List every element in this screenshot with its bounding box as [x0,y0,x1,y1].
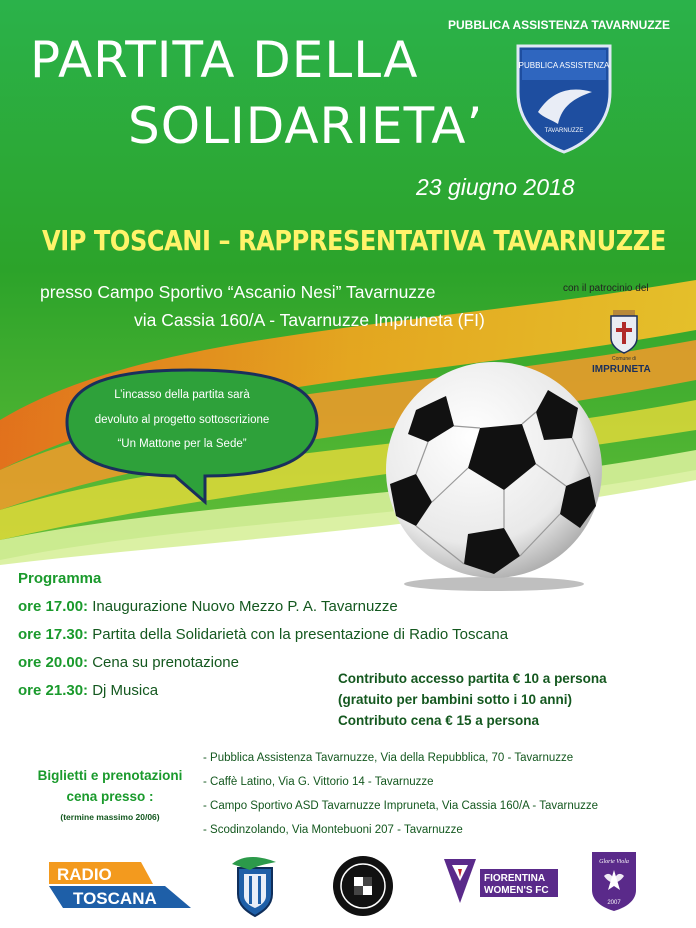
radio-logo-bottom: TOSCANA [73,889,157,908]
bubble-line-1: L’incasso della partita sarà [114,389,250,401]
radio-logo-top: RADIO [57,865,112,884]
program-time: ore 17.30: [18,626,89,643]
contribution-children-note: (gratuito per bambini sotto i 10 anni) [338,692,573,707]
program-time: ore 17.00: [18,598,89,615]
program-text: Partita della Solidarietà con la presentazione di Radio Toscana [92,626,509,643]
matchup-title: VIP TOSCANI – RAPPRESENTATIVA TAVARNUZZE [42,224,666,257]
shield-logo-top-text: PUBBLICA ASSISTENZA [518,61,610,70]
radio-toscana-logo [45,860,195,910]
program-item [18,654,239,671]
fiorentina-logo-top: FIORENTINA [484,873,546,884]
association-shield-logo [512,40,616,156]
location-line-1: presso Campo Sportivo “Ascanio Nesi” Tavarnuzze [40,282,436,302]
program-title: Programma [18,570,102,587]
soccer-ball-image [376,356,612,592]
event-date: 23 giugno 2018 [416,174,575,200]
program-item [18,626,508,643]
program-text: Cena su prenotazione [92,654,239,671]
tickets-title-line-1: Biglietti e prenotazioni [37,768,183,783]
shield-logo-bottom-text: TAVARNUZZE [544,128,584,134]
location-line-2: via Cassia 160/A - Tavarnuzze Impruneta (FI) [134,310,485,330]
fiorentina-womens-fc-logo [440,855,560,905]
ticket-place: - Pubblica Assistenza Tavarnuzze, Via della Repubblica, 70 - Tavarnuzze [203,752,574,764]
patronage-label: con il patrocinio del [563,283,649,294]
contribution-dinner: Contributo cena € 15 a persona [338,713,540,728]
glorie-logo-text: Glorie Viola [599,859,629,865]
bubble-line-2: devoluto al progetto sottoscrizione [94,414,270,426]
ticket-place: - Campo Sportivo ASD Tavarnuzze Impruneta, Via Cassia 160/A - Tavarnuzze [203,800,599,812]
fiorentina-logo-bottom: WOMEN'S FC [484,885,549,896]
contribution-match: Contributo accesso partita € 10 a persona [338,671,607,686]
glorie-viola-logo [590,850,638,912]
comune-crest-icon [607,304,641,354]
program-text: Inaugurazione Nuovo Mezzo P. A. Tavarnuzze [92,598,398,615]
sports-center-round-logo [332,855,394,917]
comune-name: IMPRUNETA [592,364,651,375]
title-line-1: PARTITA DELLA [30,31,419,89]
organization-name: PUBBLICA ASSISTENZA TAVARNUZZE [448,18,670,32]
club-dragon-logo [230,854,280,918]
title-line-2: SOLIDARIETA’ [128,97,484,155]
ticket-place: - Scodinzolando, Via Montebuoni 207 - Tavarnuzze [203,824,463,836]
glorie-logo-year: 2007 [607,900,621,906]
bubble-line-3: “Un Mattone per la Sede” [117,438,247,450]
comune-small-label: Comune di [612,356,637,362]
program-text: Dj Musica [92,682,159,699]
tickets-deadline: (termine massimo 20/06) [60,812,160,822]
program-item [18,598,398,615]
program-time: ore 20.00: [18,654,89,671]
ticket-place: - Caffè Latino, Via G. Vittorio 14 - Tavarnuzze [203,776,434,788]
speech-bubble [55,362,325,512]
program-item [18,682,158,699]
tickets-title-line-2: cena presso : [66,789,154,804]
program-time: ore 21.30: [18,682,89,699]
